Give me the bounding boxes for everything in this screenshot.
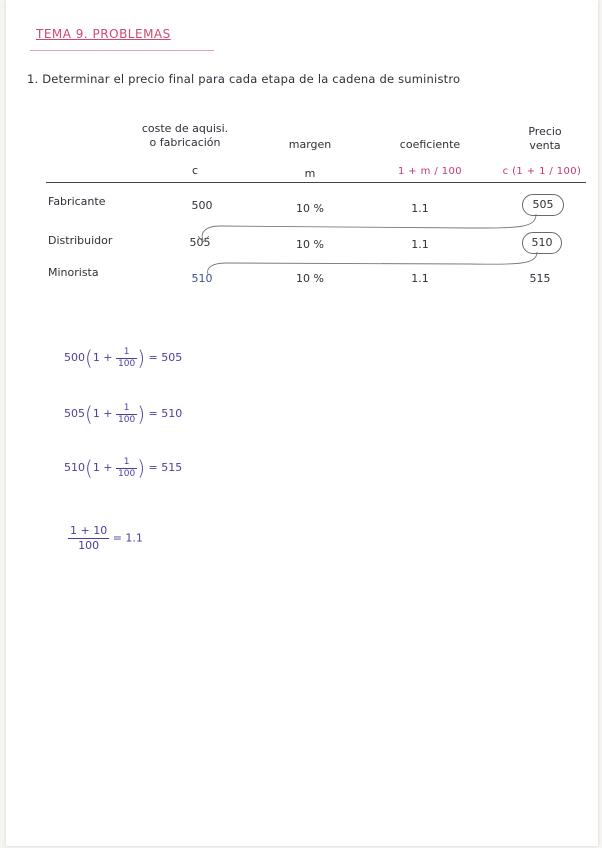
cell-cost: 510 (191, 272, 213, 285)
cell-margin: 10 % (296, 272, 324, 285)
cell-coefficient: 1.1 (411, 238, 429, 251)
formula-coefficient: $\frac{1 + 10}{100}$ = 1.1 (70, 524, 143, 552)
formula-distribuidor: 505(1 + $\frac{1}{100}$ ) = 510 (64, 402, 183, 426)
symbol-m: m (304, 167, 316, 180)
header-coefficient: coeficiente (399, 138, 461, 151)
cell-margin: 10 % (296, 202, 324, 215)
header-cost: coste de aquisi. o fabricación (141, 122, 229, 149)
cell-price-circled: 510 (522, 232, 562, 254)
cell-coefficient: 1.1 (411, 272, 429, 285)
cell-price: 515 (529, 272, 551, 285)
page-title: TEMA 9. PROBLEMAS (36, 27, 171, 41)
cell-coefficient: 1.1 (411, 202, 429, 215)
symbol-coefficient: 1 + m / 100 (397, 166, 463, 177)
header-margin: margen (288, 138, 332, 151)
row-label-distribuidor: Distribuidor (48, 234, 113, 247)
formula-fabricante: 500(1 + $\frac{1}{100}$ ) = 505 (64, 346, 183, 370)
formula-minorista: 510(1 + $\frac{1}{100}$ ) = 515 (64, 456, 183, 480)
symbol-price: c (1 + 1 / 100) (502, 166, 582, 177)
cell-cost: 505 (189, 236, 211, 249)
cell-margin: 10 % (296, 238, 324, 251)
row-label-fabricante: Fabricante (48, 195, 106, 208)
cell-price-circled: 505 (522, 194, 564, 216)
cell-cost: 500 (191, 199, 213, 212)
header-price: Precio venta (528, 125, 562, 152)
row-label-minorista: Minorista (48, 266, 99, 279)
problem-statement: 1. Determinar el precio final para cada etapa de la cadena de suministro (27, 72, 461, 86)
symbol-c: c (191, 164, 199, 177)
